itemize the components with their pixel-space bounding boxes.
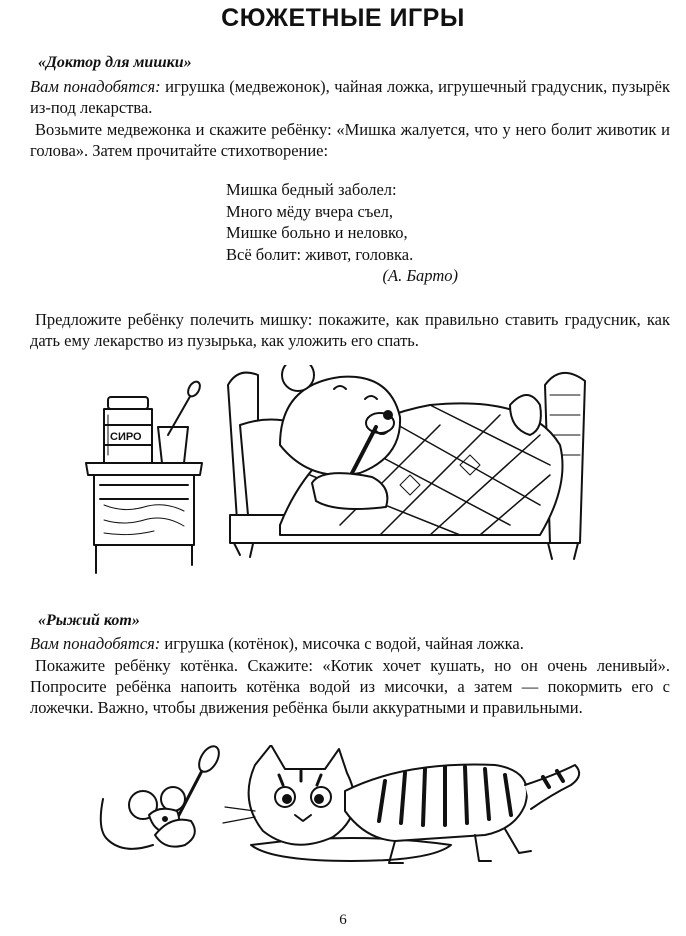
game2-needs-paragraph — [30, 633, 670, 654]
page-title: СЮЖЕТНЫЕ ИГРЫ — [221, 4, 465, 32]
poem-line: Мишке больно и неловко, — [226, 223, 408, 242]
cat-mouse-illustration — [95, 745, 595, 875]
game1-needs-paragraph — [30, 76, 670, 118]
nightstand — [86, 463, 202, 573]
game2-needs-text: игрушка (котёнок), мисочка с водой, чайная ложка. — [160, 634, 524, 653]
poem-line: Всё болит: живот, головка. — [226, 244, 414, 264]
game1-needs-label: Вам понадобятся: — [30, 77, 161, 96]
poem-line: Мишка бедный заболел: — [226, 180, 397, 199]
cup-with-spoon — [158, 380, 202, 463]
game1-needs-text: игрушка (медвежонок), чайная ложка, игрушечный градусник, пузырёк из-под лекарства. — [30, 77, 670, 117]
game1-followup: Предложите ребёнку полечить мишку: покажите, как правильно ставить градусник, как дать ему лекарство из пузырька, как уложить его спать. — [30, 310, 670, 350]
game1-instruction: Возьмите медвежонка и скажите ребёнку: «Мишка жалуется, что у него болит животик и голова». Затем прочитайте стихотворение: — [30, 120, 670, 160]
jar-label: СИРО — [110, 431, 142, 443]
game2-title: «Рыжий кот» — [38, 612, 140, 629]
medicine-jar — [104, 397, 152, 463]
sick-bear-illustration — [80, 365, 610, 580]
game1-poem — [226, 179, 466, 287]
poem-author: (А. Барто) — [382, 266, 458, 285]
mouse-with-spoon — [101, 745, 223, 849]
page-number: 6 — [339, 912, 347, 928]
game1-title: «Доктор для мишки» — [38, 54, 192, 71]
poem-line: Много мёду вчера съел, — [226, 201, 394, 221]
game2-instruction: Покажите ребёнку котёнка. Скажите: «Котик хочет кушать, но он очень ленивый». Попросите ребёнка напоить котёнка водой из мисочки, а затем — покормить его с ложечки. Важно, чтобы движения ребёнка были аккуратными и правильными. — [30, 656, 670, 717]
game2-needs-label: Вам понадобятся: — [30, 634, 161, 653]
